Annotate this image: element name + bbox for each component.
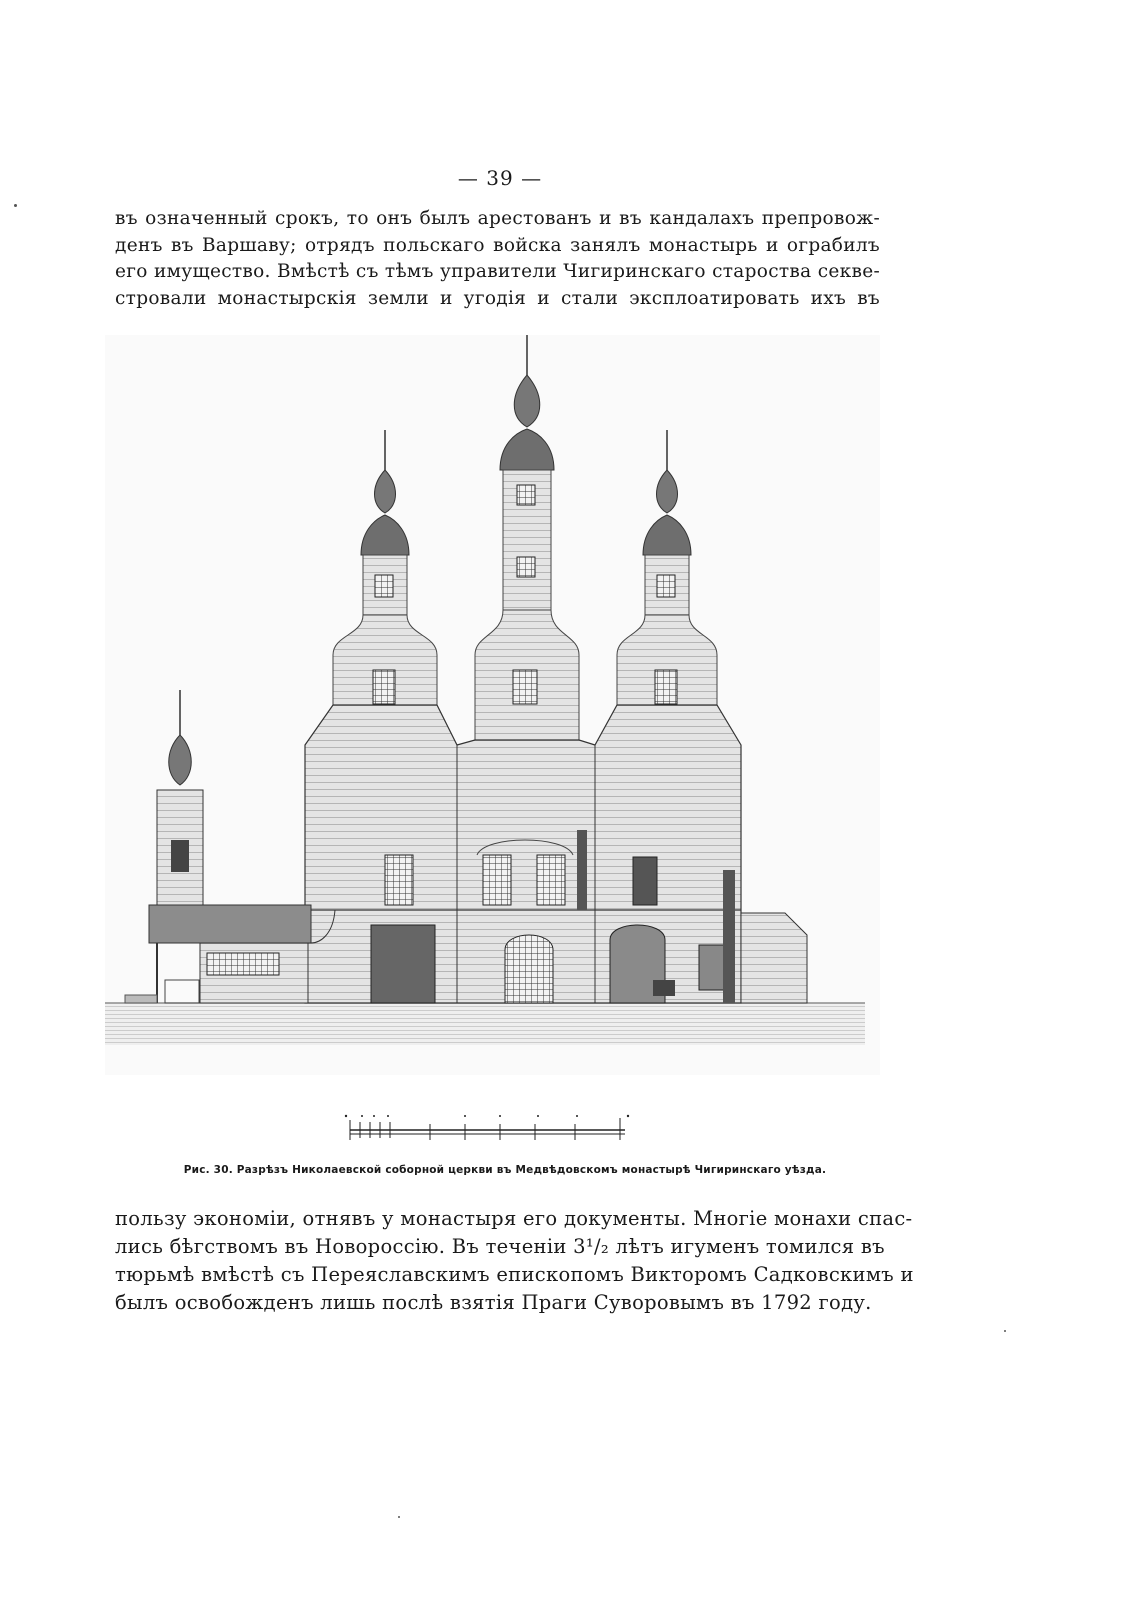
text-line: тюрьмѣ вмѣстѣ съ Переяславскимъ епископомъ Викторомъ Садковскимъ и <box>115 1263 914 1286</box>
text-line: стровали монастырскія земли и угодія и стали эксплоатировать ихъ въ <box>115 287 880 309</box>
page-number: — 39 — <box>457 166 543 190</box>
text-line: лись бѣгствомъ въ Новороссію. Въ теченіи 3¹/₂ лѣтъ игуменъ томился въ <box>115 1235 885 1258</box>
top-paragraph <box>115 206 880 312</box>
figure-caption: Рис. 30. Разрѣзъ Николаевской соборной церкви въ Медвѣдовскомъ монастырѣ Чигиринскаго уѣзда. <box>183 1164 827 1176</box>
scale-bar <box>340 1108 650 1148</box>
scan-speck <box>398 1516 400 1518</box>
scan-speck <box>14 204 17 207</box>
text-line: былъ освобожденъ лишь послѣ взятія Праги Суворовымъ въ 1792 году. <box>115 1291 872 1314</box>
left-gallery <box>125 905 335 1003</box>
text-line: пользу экономіи, отнявъ у монастыря его документы. Многіе монахи спас- <box>115 1207 913 1230</box>
church-elevation-drawing <box>105 335 880 1075</box>
text-line: денъ въ Варшаву; отрядъ польскаго войска занялъ монастырь и ограбилъ <box>115 234 880 256</box>
church-main-body <box>305 705 741 1003</box>
scan-speck <box>1004 1330 1006 1332</box>
text-line: въ означенный срокъ, то онъ былъ арестованъ и въ кандалахъ препровож- <box>115 208 880 229</box>
bottom-paragraph <box>115 1205 914 1317</box>
ground <box>105 1003 865 1045</box>
text-line: его имущество. Вмѣстѣ съ тѣмъ управители Чигиринскаго староства секве- <box>115 261 880 282</box>
